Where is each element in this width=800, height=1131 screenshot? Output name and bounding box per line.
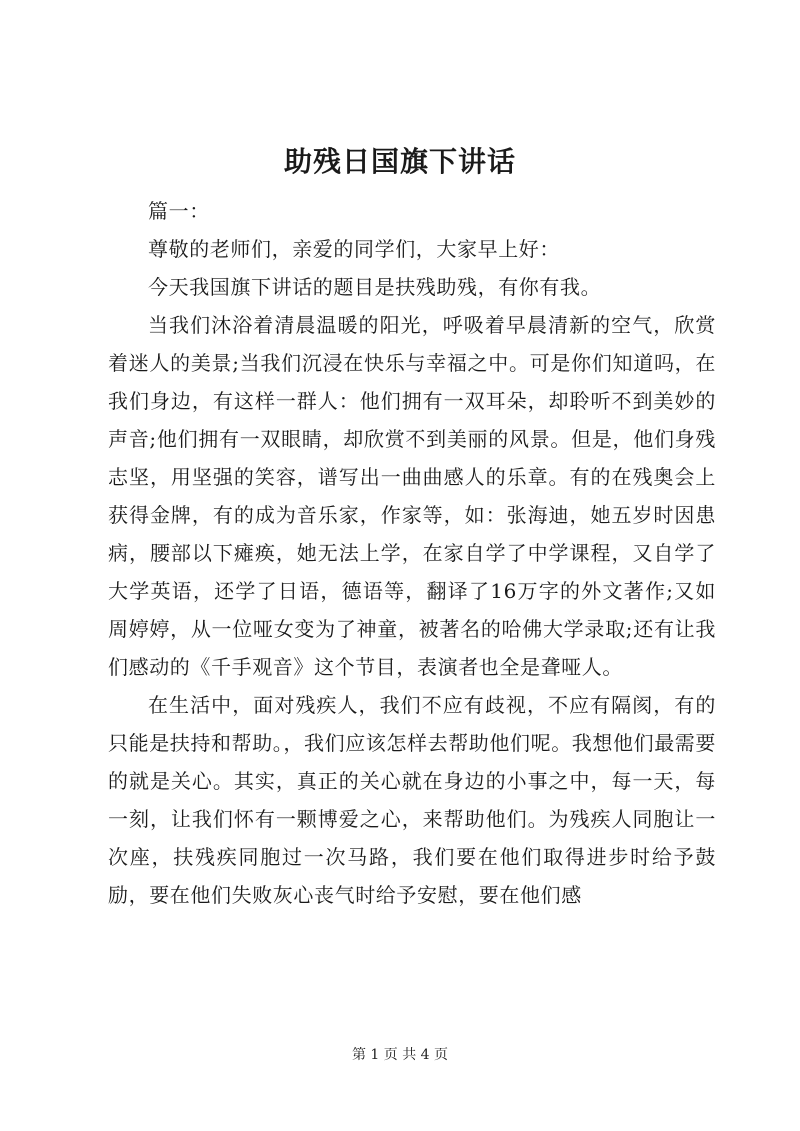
paragraph-examples: 当我们沐浴着清晨温暖的阳光，呼吸着早晨清新的空气，欣赏着迷人的美景;当我们沉浸在快乐与幸福之中。可是你们知道吗，在我们身边，有这样一群人：他们拥有一双耳朵，却聆听不到美妙的声音;他们拥有一双眼睛，却欣赏不到美丽的风景。但是，他们身残志坚，用坚强的笑容，谱写出一曲曲感人的乐章。有的在残奥会上获得金牌，有的成为音乐家，作家等，如：张海迪，她五岁时因患病，腰部以下瘫痪，她无法上学，在家自学了中学课程，又自学了大学英语，还学了日语，德语等，翻译了16万字的外文著作;又如周婷婷，从一位哑女变为了神童，被著名的哈佛大学录取;还有让我们感动的《千手观音》这个节目，表演者也全是聋哑人。 <box>108 313 716 679</box>
document-title: 助残日国旗下讲话 <box>283 145 516 178</box>
document-body <box>108 192 716 914</box>
paragraph-greeting: 尊敬的老师们，亲爱的同学们，大家早上好： <box>148 237 560 261</box>
paragraph-section-label: 篇一： <box>148 199 210 223</box>
page-number-footer: 第 1 页 共 4 页 <box>351 1047 449 1063</box>
paragraph-help: 在生活中，面对残疾人，我们不应有歧视，不应有隔阂，有的只能是扶持和帮助。，我们应该怎样去帮助他们呢。我想他们最需要的就是关心。其实，真正的关心就在身边的小事之中，每一天，每一刻，让我们怀有一颗博爱之心，来帮助他们。为残疾人同胞让一次座，扶残疾同胞过一次马路，我们要在他们取得进步时给予鼓励，要在他们失败灰心丧气时给予安慰，要在他们感 <box>108 693 716 907</box>
paragraph-topic: 今天我国旗下讲话的题目是扶残助残，有你有我。 <box>148 275 602 299</box>
